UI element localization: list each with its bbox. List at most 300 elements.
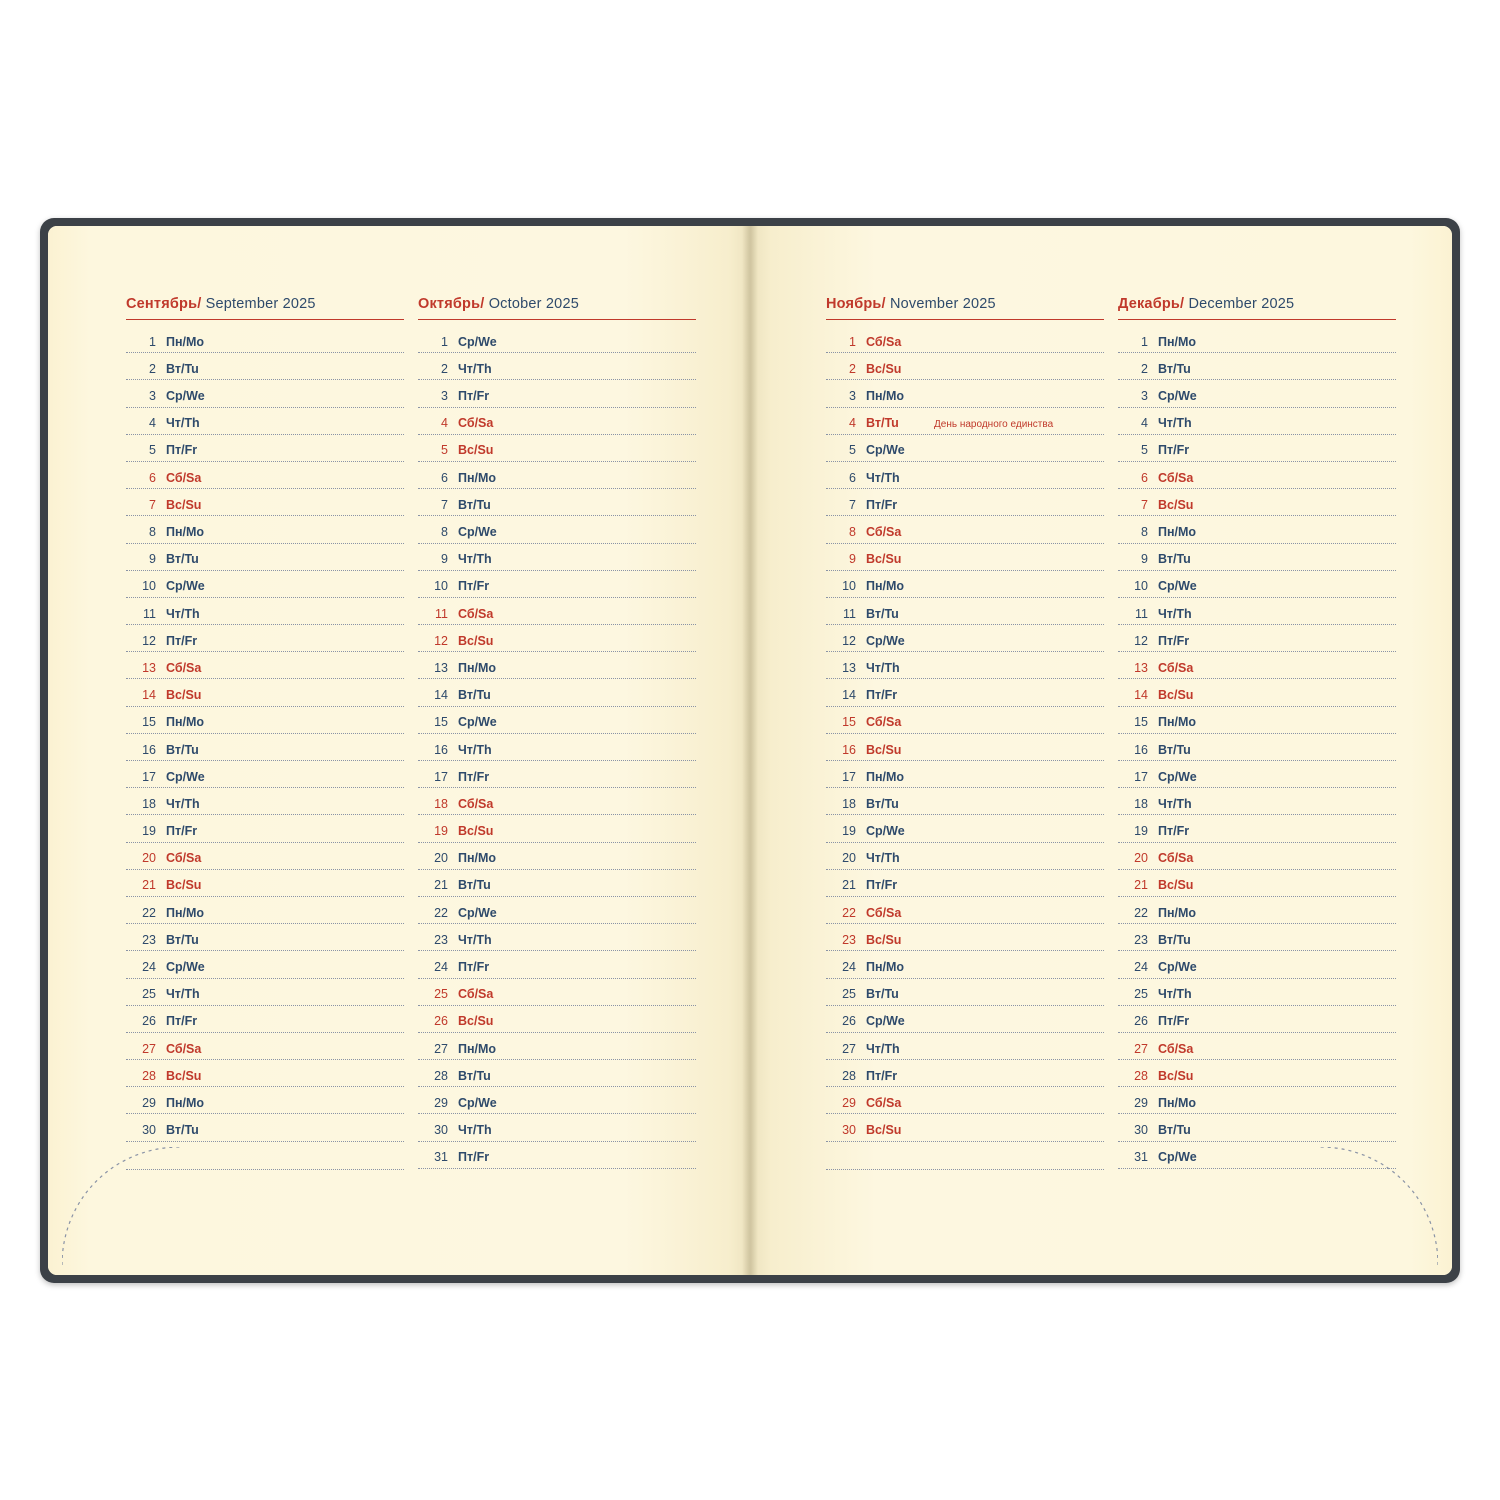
day-weekday-label: Сб/Sa (458, 606, 494, 621)
day-number: 30 (842, 1123, 856, 1138)
day-row[interactable] (826, 598, 1104, 625)
day-row[interactable] (826, 462, 1104, 489)
day-row[interactable] (418, 843, 696, 870)
day-weekday-label: Чт/Th (1158, 606, 1192, 621)
day-row[interactable] (126, 625, 404, 652)
day-weekday-label: Сб/Sa (866, 905, 902, 920)
day-row[interactable] (1118, 1060, 1396, 1087)
day-row[interactable] (1118, 598, 1396, 625)
day-number: 6 (1141, 470, 1148, 485)
day-weekday-label: Сб/Sa (1158, 660, 1194, 675)
day-weekday-label: Ср/We (866, 443, 905, 458)
day-number: 4 (441, 416, 448, 431)
day-row[interactable] (418, 571, 696, 598)
day-row[interactable] (1118, 652, 1396, 679)
day-row[interactable] (126, 924, 404, 951)
day-row[interactable] (826, 516, 1104, 543)
day-row[interactable] (126, 1006, 404, 1033)
day-row[interactable] (418, 761, 696, 788)
day-row[interactable] (1118, 761, 1396, 788)
day-row[interactable] (1118, 679, 1396, 706)
day-weekday-label: Вт/Tu (166, 1123, 199, 1138)
day-weekday-label: Сб/Sa (866, 1095, 902, 1110)
day-row[interactable] (1118, 1114, 1396, 1141)
day-row[interactable] (1118, 625, 1396, 652)
day-row[interactable] (418, 679, 696, 706)
day-number: 29 (142, 1095, 156, 1110)
day-row[interactable] (826, 1060, 1104, 1087)
day-weekday-label: Вс/Su (166, 878, 202, 893)
day-number: 10 (142, 579, 156, 594)
day-row[interactable] (826, 326, 1104, 353)
day-row[interactable] (1118, 1033, 1396, 1060)
day-row[interactable] (1118, 870, 1396, 897)
day-row[interactable] (126, 679, 404, 706)
day-number: 7 (149, 497, 156, 512)
day-weekday-label: Ср/We (166, 579, 205, 594)
day-weekday-label: Ср/We (166, 389, 205, 404)
day-number: 24 (1134, 960, 1148, 974)
day-row[interactable] (826, 707, 1104, 734)
day-row[interactable] (1118, 788, 1396, 815)
day-row[interactable] (826, 571, 1104, 598)
day-weekday-label: Вс/Su (166, 497, 202, 512)
day-weekday-label: Чт/Th (166, 987, 200, 1002)
day-weekday-label: Вт/Tu (166, 361, 199, 376)
day-row[interactable] (126, 353, 404, 380)
day-row[interactable] (826, 788, 1104, 815)
day-number: 29 (842, 1095, 856, 1110)
day-number: 15 (142, 715, 156, 730)
day-weekday-label: Ср/We (166, 769, 205, 784)
day-weekday-label: Вт/Tu (866, 416, 899, 431)
day-weekday-label: Вт/Tu (458, 497, 491, 512)
day-row[interactable] (418, 544, 696, 571)
day-row[interactable] (126, 1114, 404, 1141)
day-number: 22 (1134, 905, 1148, 920)
day-number: 15 (842, 715, 856, 730)
day-row[interactable] (1118, 979, 1396, 1006)
day-row[interactable] (126, 707, 404, 734)
day-weekday-label: Пт/Fr (458, 1150, 490, 1165)
month-title (418, 296, 696, 320)
day-number: 20 (842, 851, 856, 866)
day-number: 20 (142, 851, 156, 866)
month-name-ru: Декабрь (1118, 296, 1181, 312)
day-row[interactable] (1118, 843, 1396, 870)
day-row[interactable] (126, 571, 404, 598)
day-number: 15 (1134, 715, 1148, 730)
day-weekday-label: Пн/Mo (166, 1095, 205, 1110)
day-number: 13 (434, 660, 448, 675)
day-row[interactable] (418, 380, 696, 407)
day-number: 3 (441, 389, 448, 404)
day-row[interactable] (826, 544, 1104, 571)
day-number: 20 (434, 851, 448, 866)
day-row[interactable] (418, 598, 696, 625)
day-number: 21 (142, 878, 156, 893)
day-number: 14 (842, 688, 856, 703)
day-number: 14 (142, 688, 156, 703)
day-number: 1 (849, 334, 856, 349)
day-row[interactable] (826, 625, 1104, 652)
day-row[interactable] (826, 353, 1104, 380)
day-weekday-label: Пт/Fr (166, 824, 198, 839)
day-weekday-label: Вт/Tu (1158, 932, 1191, 947)
day-weekday-label: Вт/Tu (1158, 361, 1191, 376)
day-number: 13 (842, 660, 856, 675)
day-row[interactable] (418, 707, 696, 734)
day-weekday-label: Ср/We (166, 960, 205, 974)
day-weekday-label: Сб/Sa (458, 416, 494, 431)
day-row[interactable] (418, 516, 696, 543)
day-row[interactable] (826, 435, 1104, 462)
day-number: 9 (849, 552, 856, 567)
day-weekday-label: Сб/Sa (1158, 470, 1194, 485)
day-number: 18 (142, 796, 156, 811)
day-number: 5 (441, 443, 448, 458)
day-row[interactable] (126, 326, 404, 353)
day-weekday-label: Пн/Mo (1158, 715, 1197, 730)
day-row[interactable] (126, 598, 404, 625)
day-weekday-label: Вт/Tu (458, 1068, 491, 1083)
day-weekday-label: Ср/We (1158, 1150, 1197, 1165)
day-number: 3 (149, 389, 156, 404)
day-number: 5 (849, 443, 856, 458)
day-number: 17 (1134, 769, 1148, 784)
month-column-november (826, 296, 1104, 1170)
day-number: 18 (1134, 796, 1148, 811)
day-weekday-label: Чт/Th (866, 470, 900, 485)
day-number: 16 (1134, 742, 1148, 757)
day-weekday-label: Вс/Su (866, 932, 902, 947)
day-row[interactable] (826, 815, 1104, 842)
day-row[interactable] (826, 679, 1104, 706)
day-weekday-label: Пн/Mo (866, 389, 905, 404)
day-number: 16 (434, 742, 448, 757)
day-number: 19 (842, 824, 856, 839)
day-row[interactable] (826, 380, 1104, 407)
day-weekday-label: Сб/Sa (866, 715, 902, 730)
day-row[interactable] (1118, 734, 1396, 761)
day-weekday-label: Сб/Sa (1158, 1041, 1194, 1056)
day-row[interactable] (126, 815, 404, 842)
day-number: 24 (142, 960, 156, 974)
day-row[interactable] (126, 408, 404, 435)
day-number: 8 (441, 525, 448, 539)
day-weekday-label: Вт/Tu (1158, 742, 1191, 757)
month-column-october (418, 296, 696, 1169)
day-row[interactable] (418, 1114, 696, 1141)
day-weekday-label: Пн/Mo (166, 334, 205, 349)
day-number: 10 (1134, 579, 1148, 594)
day-number: 29 (434, 1095, 448, 1110)
day-number: 31 (1134, 1150, 1148, 1165)
day-row[interactable] (1118, 435, 1396, 462)
day-number: 17 (842, 769, 856, 784)
day-weekday-label: Пт/Fr (458, 579, 490, 594)
day-row[interactable] (418, 734, 696, 761)
day-number: 17 (142, 769, 156, 784)
day-number: 2 (149, 361, 156, 376)
day-row[interactable] (1118, 1087, 1396, 1114)
day-row[interactable] (418, 870, 696, 897)
day-row[interactable] (826, 1087, 1104, 1114)
day-number: 6 (149, 470, 156, 485)
day-number: 26 (1134, 1014, 1148, 1029)
month-column-september (126, 296, 404, 1170)
day-row[interactable] (418, 1006, 696, 1033)
month-name-ru: Сентябрь (126, 296, 198, 312)
day-number: 14 (1134, 688, 1148, 703)
day-number: 22 (434, 905, 448, 920)
day-weekday-label: Вс/Su (166, 688, 202, 703)
day-weekday-label: Чт/Th (166, 416, 200, 431)
day-number: 8 (849, 525, 856, 539)
day-list (826, 326, 1104, 1170)
day-row[interactable] (1118, 1006, 1396, 1033)
day-row[interactable] (418, 1087, 696, 1114)
day-weekday-label: Сб/Sa (166, 660, 202, 675)
day-number: 25 (434, 987, 448, 1002)
day-list (418, 326, 696, 1169)
notebook-pages (48, 226, 1452, 1275)
day-number: 9 (1141, 552, 1148, 567)
day-weekday-label: Вс/Su (166, 1068, 202, 1083)
day-row[interactable] (1118, 353, 1396, 380)
day-row[interactable] (826, 979, 1104, 1006)
day-row[interactable] (126, 462, 404, 489)
day-row[interactable] (1118, 516, 1396, 543)
day-row[interactable] (126, 435, 404, 462)
day-weekday-label: Вс/Su (866, 1123, 902, 1138)
day-weekday-label: Вт/Tu (1158, 1123, 1191, 1138)
day-weekday-label: Вс/Su (1158, 878, 1194, 893)
day-number: 20 (1134, 851, 1148, 866)
day-weekday-label: Сб/Sa (1158, 851, 1194, 866)
day-number: 23 (434, 932, 448, 947)
month-name-en: October 2025 (488, 296, 579, 312)
day-number: 8 (1141, 525, 1148, 539)
day-row[interactable] (126, 979, 404, 1006)
day-row[interactable] (826, 870, 1104, 897)
month-title-separator: / (197, 296, 202, 312)
day-weekday-label: Пт/Fr (1158, 1014, 1190, 1029)
day-row[interactable] (126, 652, 404, 679)
month-name-ru: Октябрь (418, 296, 481, 312)
day-weekday-label: Чт/Th (1158, 987, 1192, 1002)
day-weekday-label: Вт/Tu (166, 552, 199, 567)
day-number: 21 (434, 878, 448, 893)
notebook-cover (40, 218, 1460, 1283)
month-title (826, 296, 1104, 320)
day-weekday-label: Пт/Fr (1158, 443, 1190, 458)
day-weekday-label: Пн/Mo (166, 715, 205, 730)
day-row[interactable] (418, 326, 696, 353)
day-weekday-label: Вт/Tu (166, 742, 199, 757)
day-weekday-label: Пн/Mo (1158, 525, 1197, 539)
day-row[interactable] (126, 761, 404, 788)
day-row[interactable] (418, 951, 696, 978)
day-list (1118, 326, 1396, 1169)
day-number: 4 (1141, 416, 1148, 431)
day-weekday-label: Ср/We (866, 824, 905, 839)
day-weekday-label: Пн/Mo (458, 851, 497, 866)
day-number: 22 (842, 905, 856, 920)
day-row[interactable] (418, 979, 696, 1006)
day-row[interactable] (126, 843, 404, 870)
day-weekday-label: Ср/We (458, 525, 497, 539)
day-row[interactable] (826, 489, 1104, 516)
day-weekday-label: Вс/Su (1158, 1068, 1194, 1083)
day-number: 28 (842, 1068, 856, 1083)
day-row[interactable] (826, 843, 1104, 870)
day-row[interactable] (826, 408, 1104, 435)
day-row[interactable] (1118, 951, 1396, 978)
day-row[interactable] (418, 1142, 696, 1169)
day-number: 8 (149, 525, 156, 539)
day-row[interactable] (126, 1060, 404, 1087)
day-number: 15 (434, 715, 448, 730)
day-weekday-label: Вт/Tu (866, 987, 899, 1002)
day-row[interactable] (1118, 462, 1396, 489)
day-row[interactable] (126, 1033, 404, 1060)
day-row[interactable] (126, 544, 404, 571)
day-row[interactable] (826, 1033, 1104, 1060)
day-row[interactable] (126, 897, 404, 924)
day-row[interactable] (1118, 707, 1396, 734)
day-weekday-label: Чт/Th (1158, 796, 1192, 811)
day-number: 14 (434, 688, 448, 703)
day-number: 12 (142, 633, 156, 648)
day-weekday-label: Сб/Sa (166, 470, 202, 485)
day-number: 23 (1134, 932, 1148, 947)
day-row[interactable] (1118, 380, 1396, 407)
day-weekday-label: Пн/Mo (1158, 1095, 1197, 1110)
day-row[interactable] (1118, 489, 1396, 516)
month-name-en: September 2025 (205, 296, 316, 312)
day-row[interactable] (418, 1060, 696, 1087)
day-row[interactable] (1118, 924, 1396, 951)
day-row[interactable] (126, 870, 404, 897)
day-weekday-label: Вт/Tu (458, 878, 491, 893)
day-weekday-label: Пт/Fr (1158, 633, 1190, 648)
day-weekday-label: Чт/Th (458, 1123, 492, 1138)
day-weekday-label: Вс/Su (1158, 688, 1194, 703)
day-weekday-label: Ср/We (458, 334, 497, 349)
day-row[interactable] (1118, 326, 1396, 353)
day-row[interactable] (418, 462, 696, 489)
day-row[interactable] (126, 734, 404, 761)
day-row[interactable] (418, 788, 696, 815)
day-number: 28 (142, 1068, 156, 1083)
day-weekday-label: Чт/Th (458, 932, 492, 947)
day-number: 9 (149, 552, 156, 567)
day-row[interactable] (418, 489, 696, 516)
day-number: 12 (842, 633, 856, 648)
day-number: 27 (842, 1041, 856, 1056)
day-row[interactable] (1118, 544, 1396, 571)
day-row[interactable] (826, 734, 1104, 761)
day-weekday-label: Вс/Su (458, 443, 494, 458)
day-row[interactable] (1118, 571, 1396, 598)
month-name-ru: Ноябрь (826, 296, 882, 312)
day-row[interactable] (826, 924, 1104, 951)
month-title (126, 296, 404, 320)
day-weekday-label: Вс/Su (458, 824, 494, 839)
day-row[interactable] (826, 951, 1104, 978)
day-number: 25 (1134, 987, 1148, 1002)
day-row[interactable] (826, 652, 1104, 679)
day-row[interactable] (826, 761, 1104, 788)
day-number: 2 (849, 361, 856, 376)
day-row[interactable] (826, 897, 1104, 924)
day-weekday-label: Пн/Mo (1158, 905, 1197, 920)
day-number: 27 (434, 1041, 448, 1056)
day-row[interactable] (126, 951, 404, 978)
day-weekday-label: Пн/Mo (458, 660, 497, 675)
day-number: 24 (434, 960, 448, 974)
day-number: 25 (142, 987, 156, 1002)
day-number: 2 (441, 361, 448, 376)
day-number: 7 (441, 497, 448, 512)
day-row[interactable] (126, 516, 404, 543)
day-row[interactable] (418, 897, 696, 924)
day-row[interactable] (126, 788, 404, 815)
day-row[interactable] (418, 408, 696, 435)
day-number: 12 (434, 633, 448, 648)
day-weekday-label: Вт/Tu (866, 796, 899, 811)
day-row[interactable] (418, 1033, 696, 1060)
day-row[interactable] (418, 815, 696, 842)
day-weekday-label: Сб/Sa (866, 525, 902, 539)
month-name-en: November 2025 (890, 296, 996, 312)
empty-day-row (126, 1142, 404, 1170)
day-weekday-label: Пн/Mo (166, 905, 205, 920)
day-number: 19 (434, 824, 448, 839)
day-row[interactable] (418, 353, 696, 380)
day-weekday-label: Ср/We (1158, 579, 1197, 594)
day-weekday-label: Пн/Mo (1158, 334, 1197, 349)
day-weekday-label: Пт/Fr (866, 497, 898, 512)
day-row[interactable] (1118, 408, 1396, 435)
day-row[interactable] (1118, 897, 1396, 924)
day-number: 11 (1135, 606, 1148, 621)
day-weekday-label: Пт/Fr (458, 769, 490, 784)
day-row[interactable] (418, 625, 696, 652)
month-title (1118, 296, 1396, 320)
day-row[interactable] (1118, 815, 1396, 842)
day-row[interactable] (418, 435, 696, 462)
day-row[interactable] (826, 1114, 1104, 1141)
day-weekday-label: Вс/Su (866, 552, 902, 567)
month-title-separator: / (1180, 296, 1185, 312)
day-number: 1 (441, 334, 448, 349)
day-number: 6 (849, 470, 856, 485)
day-row[interactable] (826, 1006, 1104, 1033)
day-row[interactable] (126, 380, 404, 407)
day-number: 26 (842, 1014, 856, 1029)
day-row[interactable] (418, 924, 696, 951)
day-row[interactable] (126, 489, 404, 516)
day-weekday-label: Вс/Su (866, 361, 902, 376)
day-row[interactable] (418, 652, 696, 679)
day-number: 23 (142, 932, 156, 947)
day-row[interactable] (1118, 1142, 1396, 1169)
day-row[interactable] (126, 1087, 404, 1114)
day-weekday-label: Пт/Fr (866, 688, 898, 703)
day-weekday-label: Пт/Fr (166, 1014, 198, 1029)
